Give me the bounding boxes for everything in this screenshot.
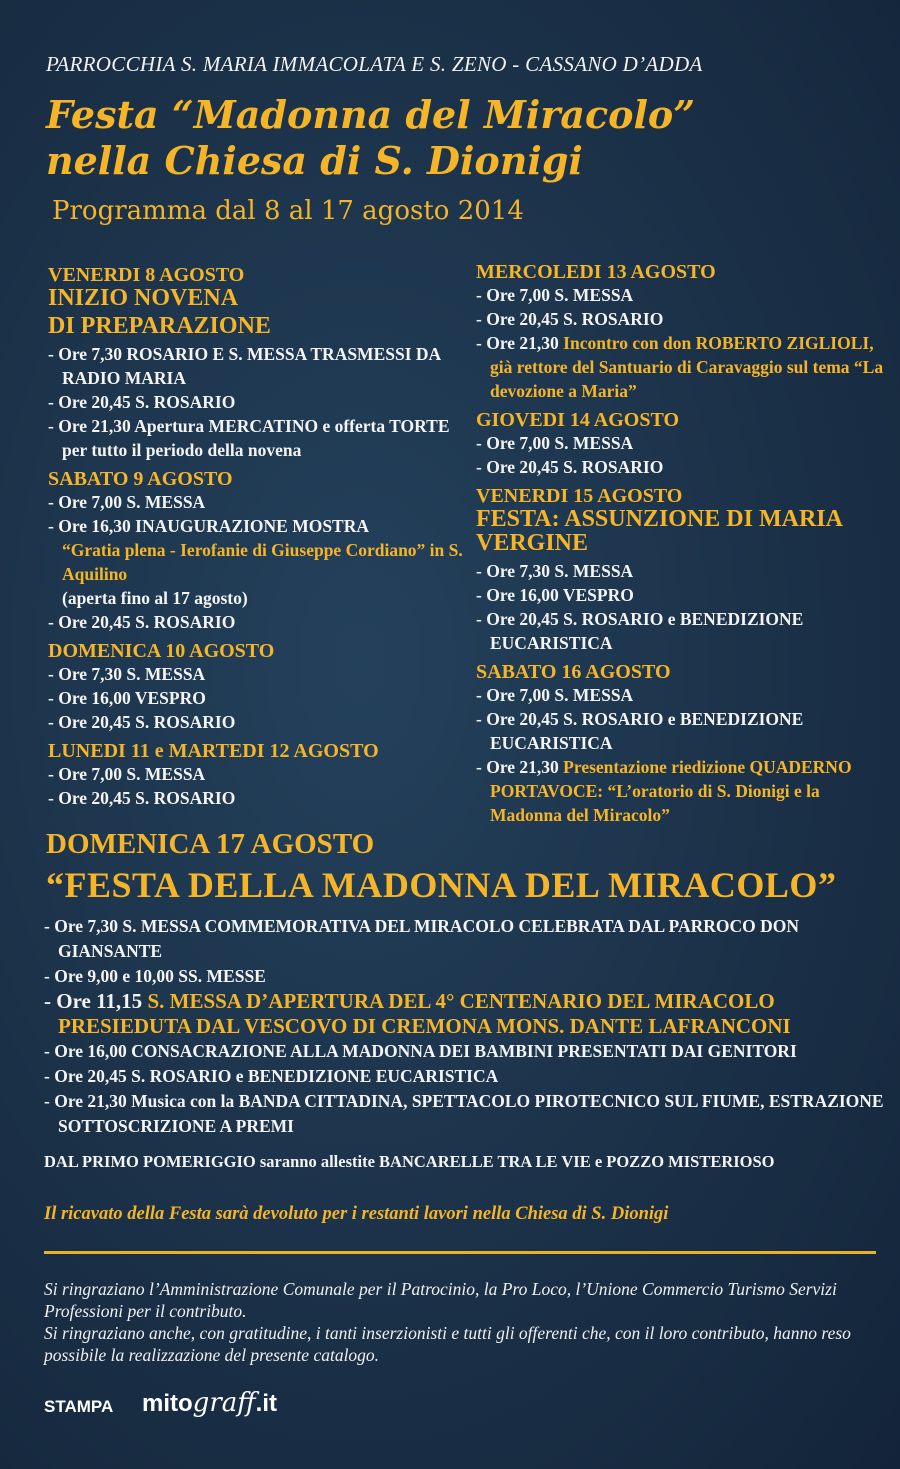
day-heading: MERCOLEDI 13 AGOSTO <box>476 261 716 283</box>
acknowledgements <box>44 1278 864 1366</box>
event-item: - Ore 7,30 S. MESSA <box>48 664 206 684</box>
day-block-giovedi-14 <box>476 409 896 479</box>
novena-heading-1: INIZIO NOVENA <box>48 285 239 311</box>
event-item: - Ore 20,45 S. ROSARIO <box>48 788 236 808</box>
print-label: STAMPA <box>44 1397 114 1416</box>
day-heading: SABATO 9 AGOSTO <box>48 468 233 490</box>
event-highlight: S. MESSA D’APERTURA DEL 4° CENTENARIO DEL MIRACOLO PRESIEDUTA DAL VESCOVO DI CREMONA MONS. DANTE LAFRANCONI <box>58 989 791 1038</box>
event-item <box>476 331 896 403</box>
day-heading: SABATO 16 AGOSTO <box>476 661 671 683</box>
day-block-sabato-9 <box>48 468 468 634</box>
event-item: - Ore 7,30 ROSARIO E S. MESSA TRASMESSI DA RADIO MARIA <box>48 344 441 388</box>
event-list <box>48 342 468 462</box>
schedule-right-column <box>476 255 896 831</box>
logo-part-2: graff <box>192 1388 256 1418</box>
feast-title: “FESTA DELLA MADONNA DEL MIRACOLO” <box>46 865 837 905</box>
event-item: - Ore 20,45 S. ROSARIO <box>48 612 236 632</box>
event-item: - Ore 20,45 S. ROSARIO e BENEDIZIONE EUCARISTICA <box>476 709 804 753</box>
day-block-lunedi-martedi <box>48 740 468 810</box>
thanks-paragraph-1: Si ringraziano l’Amministrazione Comunale per il Patrocinio, la Pro Loco, l’Unione Commercio Turismo Servizi Professioni per il contributo. <box>44 1279 837 1321</box>
sunday-event-list <box>44 914 884 1143</box>
event-item: - Ore 20,45 S. ROSARIO <box>476 309 664 329</box>
event-item <box>44 989 884 1039</box>
parish-name: PARROCCHIA S. MARIA IMMACOLATA E S. ZENO - CASSANO D’ADDA <box>46 52 703 76</box>
event-list <box>48 762 468 810</box>
day-heading: VENERDI 8 AGOSTO <box>48 264 245 286</box>
event-list <box>476 559 896 655</box>
event-item: - Ore 20,45 S. ROSARIO <box>48 392 236 412</box>
novena-heading-2: DI PREPARAZIONE <box>48 313 271 339</box>
proceeds-note: Il ricavato della Festa sarà devoluto per i restanti lavori nella Chiesa di S. Dionigi <box>44 1204 669 1224</box>
day-heading: VENERDI 15 AGOSTO <box>476 485 683 507</box>
event-item: - Ore 7,00 S. MESSA <box>48 764 206 784</box>
program-dates: Programma dal 8 al 17 agosto 2014 <box>52 196 524 226</box>
event-time: - Ore 21,30 <box>476 333 564 353</box>
event-highlight: Presentazione riedizione QUADERNO PORTAVOCE: “L’oratorio di S. Dionigi e la Madonna del Miracolo” <box>490 757 852 825</box>
day-block-sabato-16 <box>476 661 896 827</box>
event-list <box>48 490 468 634</box>
day-heading: DOMENICA 10 AGOSTO <box>48 640 275 662</box>
printer-logo <box>142 1388 277 1418</box>
exhibition-note: (aperta fino al 17 agosto) <box>62 588 248 608</box>
event-item: - Ore 16,00 VESPRO <box>48 688 206 708</box>
title-line-1: Festa “Madonna del Miracolo” <box>46 92 696 137</box>
event-item <box>48 514 468 610</box>
event-item: - Ore 21,30 Apertura MERCATINO e offerta TORTE per tutto il periodo della novena <box>48 416 450 460</box>
event-list <box>48 662 468 734</box>
event-item: - Ore 7,30 S. MESSA COMMEMORATIVA DEL MIRACOLO CELEBRATA DAL PARROCO DON GIANSANTE <box>44 916 799 961</box>
day-block-mercoledi-13 <box>476 261 896 403</box>
title-line-2: nella Chiesa di S. Dionigi <box>46 138 583 183</box>
thanks-paragraph-2: Si ringraziano anche, con gratitudine, i tanti inserzionisti e tutti gli offerenti che, con il loro contributo, hanno reso possibile la realizzazione del presente catalogo. <box>44 1323 851 1365</box>
logo-part-3: .it <box>255 1390 277 1417</box>
event-time: - Ore 21,30 <box>476 757 564 777</box>
event-item: - Ore 20,45 S. ROSARIO e BENEDIZIONE EUCARISTICA <box>476 609 804 653</box>
schedule-left-column <box>48 258 468 814</box>
event-highlight: Incontro con don ROBERTO ZIGLIOLI, già rettore del Santuario di Caravaggio sul tema “La devozione a Maria” <box>490 333 884 401</box>
event-time: - Ore 11,15 <box>44 989 148 1013</box>
event-list <box>476 283 896 403</box>
day-heading: LUNEDI 11 e MARTEDI 12 AGOSTO <box>48 740 379 762</box>
exhibition-title: “Gratia plena - Ierofanie di Giuseppe Cordiano” in S. Aquilino <box>62 540 463 584</box>
event-text: - Ore 16,30 INAUGURAZIONE MOSTRA <box>48 516 369 536</box>
event-list <box>476 683 896 827</box>
divider-line <box>44 1251 876 1254</box>
stalls-note: DAL PRIMO POMERIGGIO saranno allestite BANCARELLE TRA LE VIE e POZZO MISTERIOSO <box>44 1152 775 1171</box>
day-block-domenica-10 <box>48 640 468 734</box>
event-item: - Ore 20,45 S. ROSARIO e BENEDIZIONE EUCARISTICA <box>44 1066 499 1086</box>
day-block-venerdi-8 <box>48 264 468 462</box>
event-list <box>44 914 884 1139</box>
event-list <box>476 431 896 479</box>
event-item: - Ore 7,00 S. MESSA <box>476 433 634 453</box>
logo-part-1: mito <box>142 1390 193 1417</box>
event-item: - Ore 7,30 S. MESSA <box>476 561 634 581</box>
event-item: - Ore 7,00 S. MESSA <box>48 492 206 512</box>
event-item: - Ore 16,00 CONSACRAZIONE ALLA MADONNA DEI BAMBINI PRESENTATI DAI GENITORI <box>44 1041 797 1061</box>
event-item: - Ore 20,45 S. ROSARIO <box>48 712 236 732</box>
event-item: - Ore 20,45 S. ROSARIO <box>476 457 664 477</box>
event-item <box>476 755 896 827</box>
sunday-heading: DOMENICA 17 AGOSTO <box>46 828 375 860</box>
day-heading: GIOVEDI 14 AGOSTO <box>476 409 680 431</box>
festival-title <box>46 92 695 184</box>
day-block-venerdi-15 <box>476 485 896 655</box>
event-item: - Ore 7,00 S. MESSA <box>476 685 634 705</box>
event-item: - Ore 21,30 Musica con la BANDA CITTADINA, SPETTACOLO PIROTECNICO SUL FIUME, ESTRAZIONE SOTTOSCRIZIONE A PREMI <box>44 1091 884 1136</box>
feast-heading: FESTA: ASSUNZIONE DI MARIA VERGINE <box>476 506 842 556</box>
event-item: - Ore 7,00 S. MESSA <box>476 285 634 305</box>
event-item: - Ore 9,00 e 10,00 SS. MESSE <box>44 966 266 986</box>
event-item: - Ore 16,00 VESPRO <box>476 585 634 605</box>
